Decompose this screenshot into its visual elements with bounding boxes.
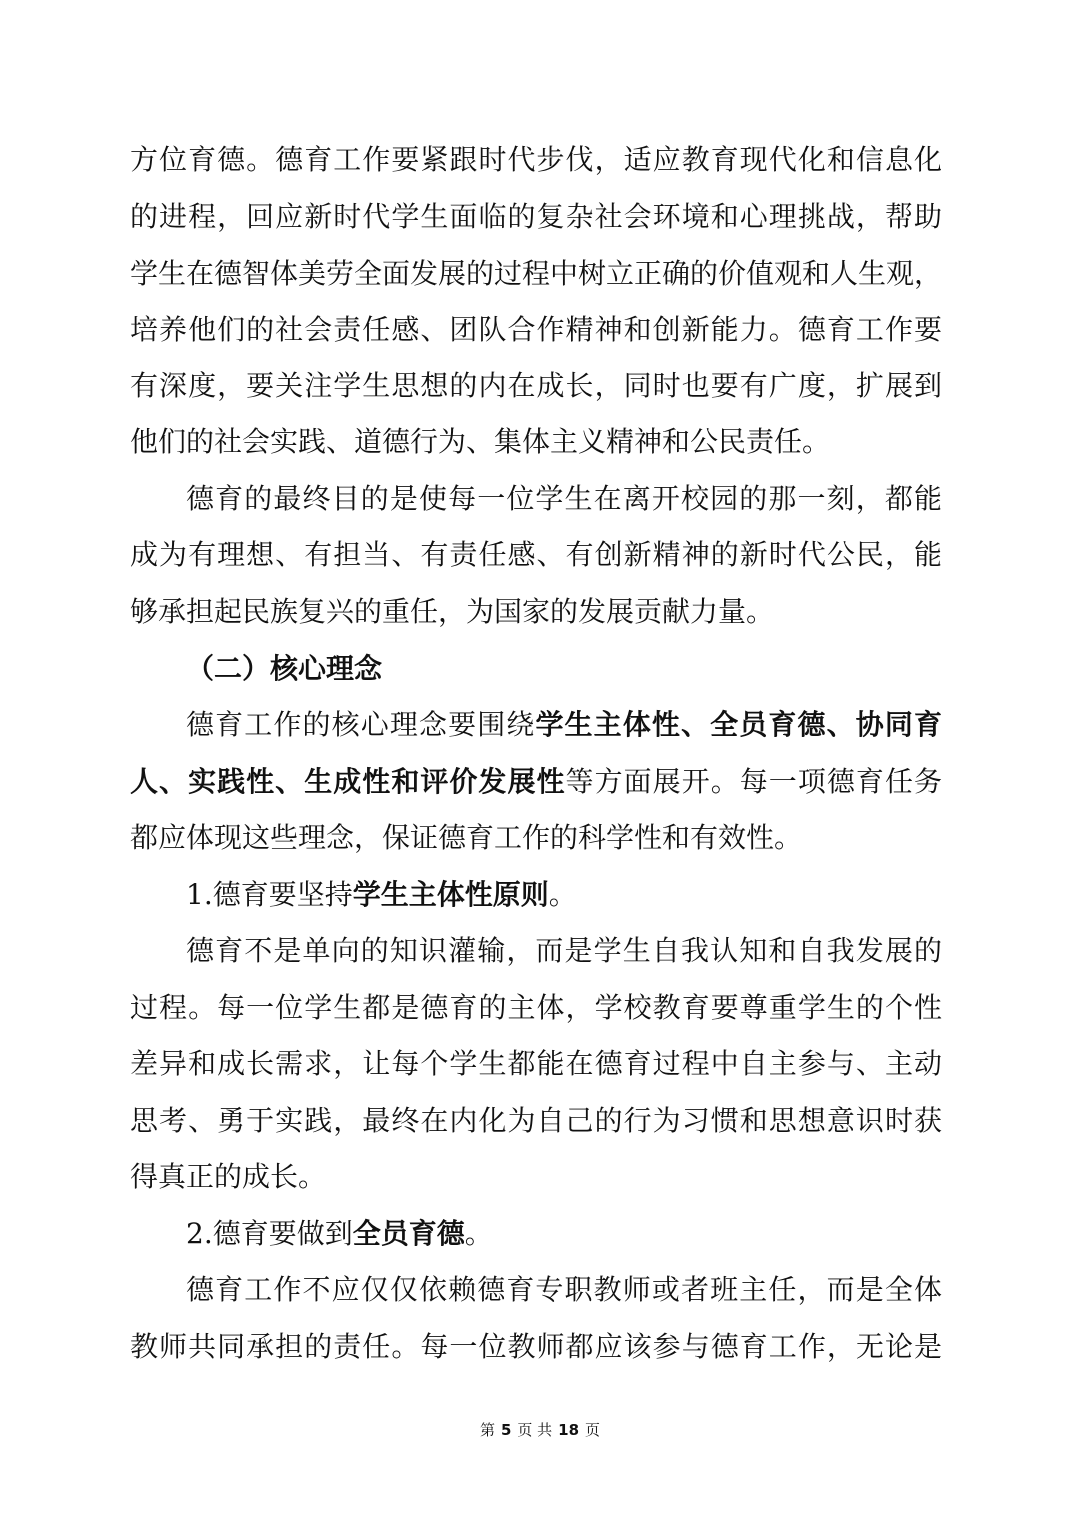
paragraph-line: 培养他们的社会责任感、团队合作精神和创新能力。德育工作要 bbox=[130, 313, 942, 346]
text-span: 等方面展开。每一项德育任务 bbox=[565, 765, 942, 798]
text-span: 德育工作的核心理念要围绕 bbox=[186, 708, 536, 741]
list-item-heading bbox=[186, 871, 942, 919]
bold-text: 全员育德 bbox=[352, 1217, 465, 1250]
footer-suffix: 页 bbox=[585, 1421, 601, 1439]
paragraph-line: 有深度，要关注学生思想的内在成长，同时也要有广度，扩展到 bbox=[130, 369, 942, 402]
paragraph-line bbox=[186, 701, 942, 749]
paragraph-line: 过程。每一位学生都是德育的主体，学校教育要尊重学生的个性 bbox=[130, 991, 942, 1024]
text-span: 1.德育要坚持 bbox=[186, 878, 353, 911]
text-span: 2.德育要做到 bbox=[186, 1217, 353, 1250]
total-pages: 18 bbox=[558, 1421, 580, 1439]
paragraph-line: 成为有理想、有担当、有责任感、有创新精神的新时代公民，能 bbox=[130, 538, 942, 571]
paragraph-line: 够承担起民族复兴的重任，为国家的发展贡献力量。 bbox=[130, 595, 775, 628]
paragraph-line: 教师共同承担的责任。每一位教师都应该参与德育工作，无论是 bbox=[130, 1330, 942, 1363]
footer-middle: 页 共 bbox=[517, 1421, 553, 1439]
paragraph-line: 的进程，回应新时代学生面临的复杂社会环境和心理挑战，帮助 bbox=[130, 200, 942, 233]
bold-text: 学生主体性、全员育德、协同育 bbox=[535, 708, 942, 741]
page-footer bbox=[0, 1418, 1080, 1442]
paragraph-line: 差异和成长需求，让每个学生都能在德育过程中自主参与、主动 bbox=[130, 1047, 942, 1080]
paragraph-line: 德育的最终目的是使每一位学生在离开校园的那一刻，都能 bbox=[186, 482, 942, 515]
footer-prefix: 第 bbox=[479, 1421, 495, 1439]
paragraph-line: 德育不是单向的知识灌输，而是学生自我认知和自我发展的 bbox=[186, 934, 942, 967]
paragraph-line: 他们的社会实践、道德行为、集体主义精神和公民责任。 bbox=[130, 425, 831, 458]
text-span: 。 bbox=[548, 878, 577, 911]
section-heading: （二）核心理念 bbox=[186, 652, 383, 685]
paragraph-line: 学生在德智体美劳全面发展的过程中树立正确的价值观和人生观， bbox=[130, 257, 943, 290]
paragraph-line: 得真正的成长。 bbox=[130, 1160, 327, 1193]
paragraph-line bbox=[130, 758, 942, 806]
bold-text: 学生主体性原则 bbox=[352, 878, 549, 911]
paragraph-line: 方位育德。德育工作要紧跟时代步伐，适应教育现代化和信息化 bbox=[130, 143, 942, 176]
text-span: 。 bbox=[464, 1217, 493, 1250]
page-number: 5 bbox=[500, 1421, 512, 1439]
paragraph-line: 都应体现这些理念，保证德育工作的科学性和有效性。 bbox=[130, 821, 803, 854]
bold-text: 人、实践性、生成性和评价发展性 bbox=[130, 765, 566, 798]
list-item-heading bbox=[186, 1210, 942, 1258]
paragraph-line: 德育工作不应仅仅依赖德育专职教师或者班主任，而是全体 bbox=[186, 1273, 942, 1306]
paragraph-line: 思考、勇于实践，最终在内化为自己的行为习惯和思想意识时获 bbox=[130, 1104, 942, 1137]
